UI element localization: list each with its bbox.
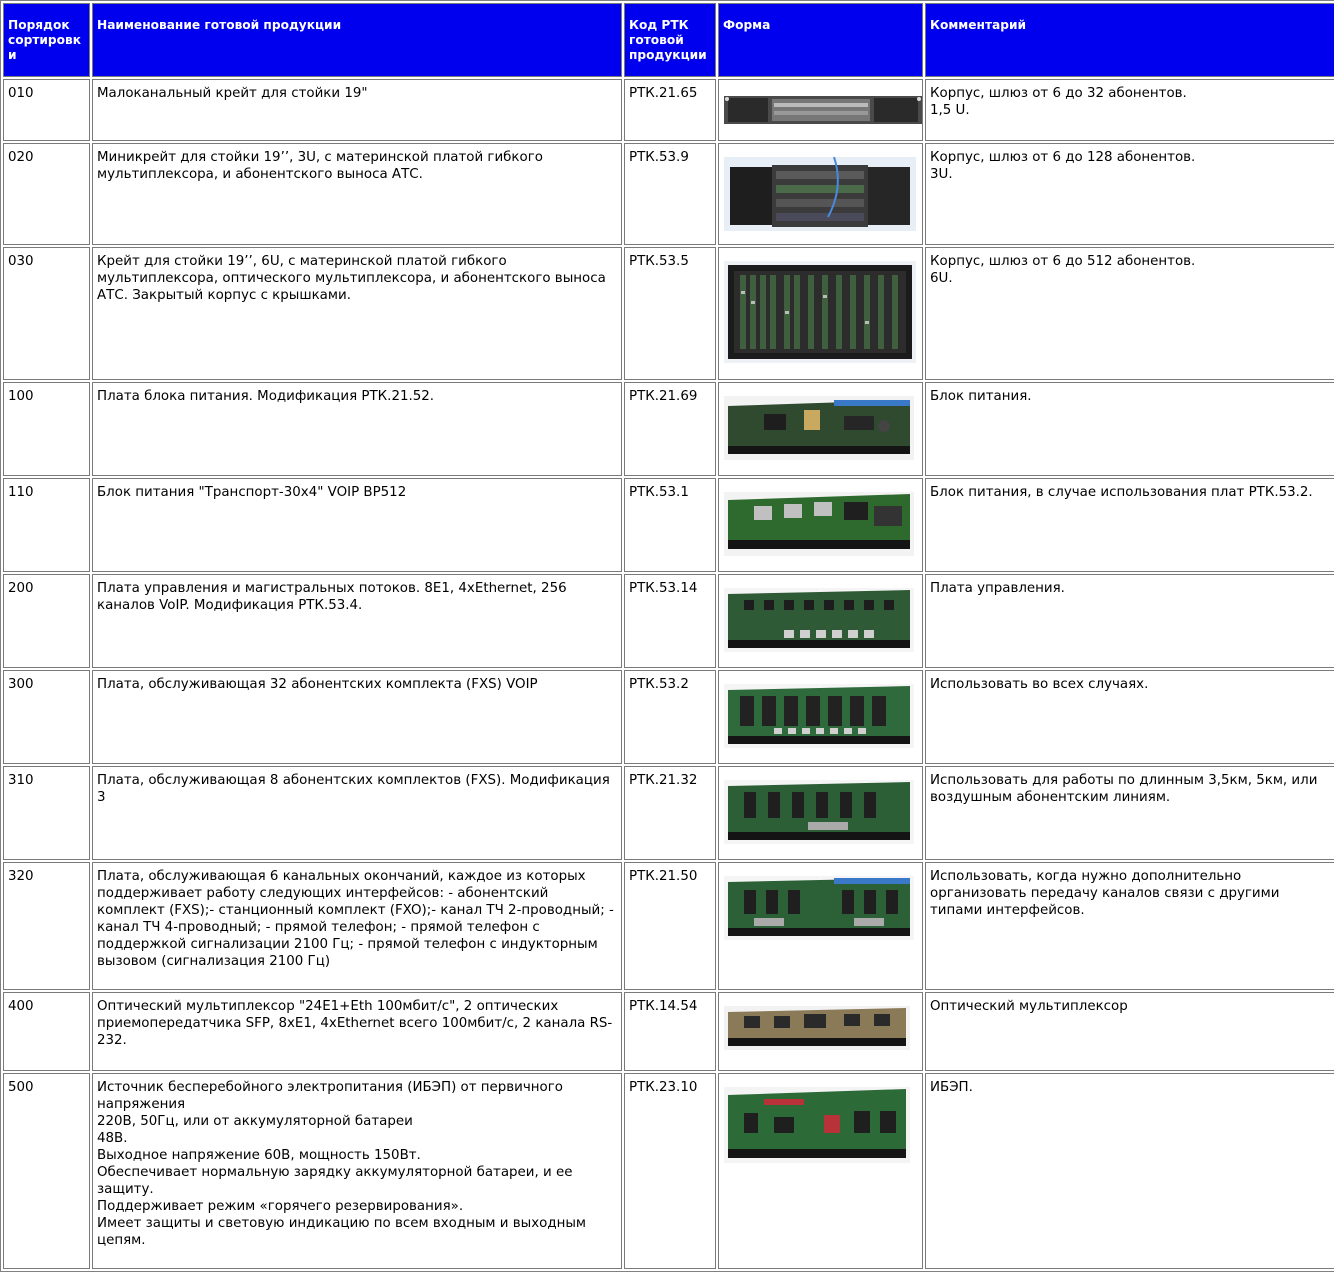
sort-order-cell: 500 <box>3 1073 90 1269</box>
mini-crate-3u-photo <box>724 157 916 231</box>
control-board-photo <box>724 588 914 652</box>
sort-order-cell: 100 <box>3 382 90 476</box>
sort-order-cell: 310 <box>3 766 90 860</box>
table-row <box>3 478 1334 572</box>
table-row <box>3 862 1334 990</box>
rtk-code-cell: РТК.53.1 <box>624 478 716 572</box>
rtk-code-cell: РТК.21.65 <box>624 79 716 141</box>
rtk-code-cell: РТК.21.69 <box>624 382 716 476</box>
comment-cell: Блок питания, в случае использования плат РТК.53.2. <box>925 478 1334 572</box>
table-row <box>3 143 1334 245</box>
product-name-cell: Источник бесперебойного электропитания (ИБЭП) от первичного напряжения 220В, 50Гц, или от аккумуляторной батареи 48В. Выходное напряжение 60В, мощность 150Вт. Обеспечивает нормальную зарядку аккумуляторной батареи, и ее защиту. Поддерживает режим «горячего резервирования». Имеет защиты и световую индикацию по всем входным и выходным цепям. <box>92 1073 622 1269</box>
comment-cell: Использовать для работы по длинным 3,5км, 5км, или воздушным абонентским линиям. <box>925 766 1334 860</box>
comment-cell: Оптический мультиплексор <box>925 992 1334 1071</box>
form-cell <box>718 143 923 245</box>
sort-order-cell: 200 <box>3 574 90 668</box>
form-cell <box>718 1073 923 1269</box>
form-cell <box>718 574 923 668</box>
rtk-code-cell: РТК.14.54 <box>624 992 716 1071</box>
comment-cell: Использовать во всех случаях. <box>925 670 1334 764</box>
fxs32-board-photo <box>724 684 914 748</box>
power-board-photo <box>724 396 914 460</box>
crate-6u-photo <box>724 261 916 363</box>
product-name-cell: Крейт для стойки 19’’, 6U, с материнской платой гибкого мультиплексора, оптического мультиплексора, и абонентского выноса АТС. Закрытый корпус с крышками. <box>92 247 622 380</box>
product-name-cell: Блок питания "Транспорт-30х4" VOIP BP512 <box>92 478 622 572</box>
header-rtk-code: Код РТК готовой продукции <box>624 3 716 77</box>
sort-order-cell: 020 <box>3 143 90 245</box>
product-name-cell: Плата блока питания. Модификация РТК.21.52. <box>92 382 622 476</box>
six-channel-board-photo <box>724 876 914 940</box>
sort-order-cell: 030 <box>3 247 90 380</box>
comment-cell: Корпус, шлюз от 6 до 512 абонентов. 6U. <box>925 247 1334 380</box>
rtk-code-cell: РТК.53.5 <box>624 247 716 380</box>
form-cell <box>718 766 923 860</box>
product-name-cell: Плата, обслуживающая 6 канальных окончаний, каждое из которых поддерживает работу следующих интерфейсов: - абонентский комплект (FXS);- станционный комплект (FXO);- канал ТЧ 2-проводный; - канал ТЧ 4-проводный; - прямой телефон; - прямой телефон с поддержкой сигнализации 2100 Гц; - прямой телефон с индукторным вызовом (сигнализация 2100 Гц) <box>92 862 622 990</box>
form-cell <box>718 992 923 1071</box>
form-cell <box>718 79 923 141</box>
sort-order-cell: 320 <box>3 862 90 990</box>
table-row <box>3 382 1334 476</box>
table-row <box>3 670 1334 764</box>
fxs8-board-photo <box>724 780 914 844</box>
form-cell <box>718 670 923 764</box>
product-name-cell: Плата управления и магистральных потоков. 8E1, 4xEthernet, 256 каналов VoIP. Модификация РТК.53.4. <box>92 574 622 668</box>
comment-cell: Плата управления. <box>925 574 1334 668</box>
table-row <box>3 79 1334 141</box>
product-name-cell: Малоканальный крейт для стойки 19" <box>92 79 622 141</box>
rtk-code-cell: РТК.21.50 <box>624 862 716 990</box>
form-cell <box>718 478 923 572</box>
header-form: Форма <box>718 3 923 77</box>
comment-cell: Использовать, когда нужно дополнительно организовать передачу каналов связи с другими типами интерфейсов. <box>925 862 1334 990</box>
comment-cell: Блок питания. <box>925 382 1334 476</box>
power-unit-bp512-photo <box>724 492 914 556</box>
comment-cell: Корпус, шлюз от 6 до 128 абонентов. 3U. <box>925 143 1334 245</box>
sort-order-cell: 400 <box>3 992 90 1071</box>
comment-cell: ИБЭП. <box>925 1073 1334 1269</box>
optical-mux-board-photo <box>724 1006 910 1050</box>
ups-board-photo <box>724 1087 910 1163</box>
table-row <box>3 247 1334 380</box>
rtk-code-cell: РТК.53.9 <box>624 143 716 245</box>
product-name-cell: Оптический мультиплексор "24E1+Eth 100мбит/с", 2 оптических приемопередатчика SFP, 8хE1, 4xEthernet всего 100мбит/с, 2 канала RS-232. <box>92 992 622 1071</box>
rtk-code-cell: РТК.53.2 <box>624 670 716 764</box>
sort-order-cell: 300 <box>3 670 90 764</box>
header-comment: Комментарий <box>925 3 1334 77</box>
product-name-cell: Плата, обслуживающая 8 абонентских комплектов (FXS). Модификация 3 <box>92 766 622 860</box>
sort-order-cell: 110 <box>3 478 90 572</box>
table-row <box>3 574 1334 668</box>
table-row <box>3 1073 1334 1269</box>
table-row <box>3 766 1334 860</box>
product-name-cell: Миникрейт для стойки 19’’, 3U, с материнской платой гибкого мультиплексора, и абонентского выноса АТС. <box>92 143 622 245</box>
table-row <box>3 992 1334 1071</box>
rtk-code-cell: РТК.53.14 <box>624 574 716 668</box>
sort-order-cell: 010 <box>3 79 90 141</box>
form-cell <box>718 247 923 380</box>
comment-cell: Корпус, шлюз от 6 до 32 абонентов. 1,5 U. <box>925 79 1334 141</box>
header-product-name: Наименование готовой продукции <box>92 3 622 77</box>
form-cell <box>718 382 923 476</box>
rtk-code-cell: РТК.21.32 <box>624 766 716 860</box>
rack-crate-1u-photo <box>724 93 922 127</box>
form-cell <box>718 862 923 990</box>
header-sort-order: Порядок сортировки <box>3 3 90 77</box>
rtk-code-cell: РТК.23.10 <box>624 1073 716 1269</box>
product-name-cell: Плата, обслуживающая 32 абонентских комплекта (FXS) VOIP <box>92 670 622 764</box>
header-row <box>3 3 1334 77</box>
